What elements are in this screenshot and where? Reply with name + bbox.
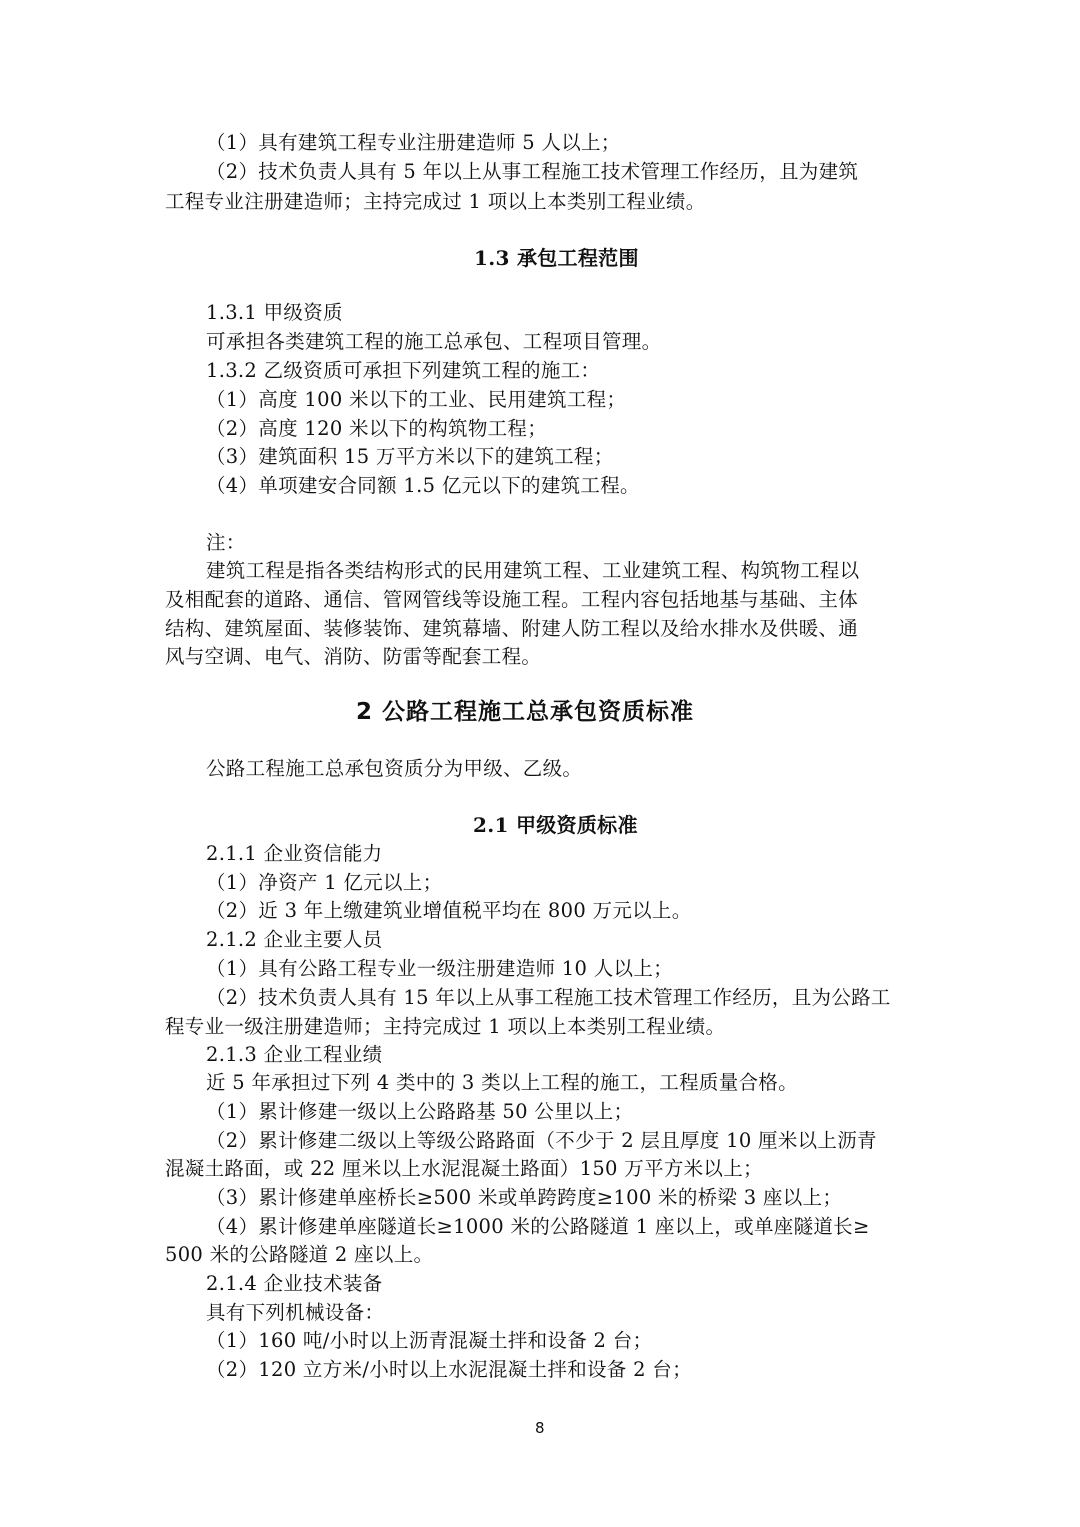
paragraph-line: 500 米的公路隧道 2 座以上。	[165, 1243, 434, 1266]
section-heading: 2.1 甲级资质标准	[473, 813, 638, 837]
list-item: （4）累计修建单座隧道长≥1000 米的公路隧道 1 座以上，或单座隧道长≥	[206, 1215, 870, 1238]
subsection-heading: 1.3.1 甲级资质	[206, 301, 343, 324]
paragraph-line: 风与空调、电气、消防、防雷等配套工程。	[165, 645, 542, 668]
subsection-heading: 1.3.2 乙级资质可承担下列建筑工程的施工：	[206, 359, 601, 382]
paragraph-line: 及相配套的道路、通信、管网管线等设施工程。工程内容包括地基与基础、主体	[165, 588, 859, 611]
note-label: 注：	[206, 531, 246, 554]
subsection-heading: 2.1.4 企业技术装备	[206, 1272, 383, 1295]
paragraph-line: （1）具有建筑工程专业注册建造师 5 人以上；	[206, 131, 621, 154]
paragraph-line: （2）技术负责人具有 5 年以上从事工程施工技术管理工作经历，且为建筑	[206, 160, 859, 183]
list-item: （1）160 吨/小时以上沥青混凝土拌和设备 2 台；	[206, 1329, 653, 1352]
paragraph-line: 可承担各类建筑工程的施工总承包、工程项目管理。	[206, 330, 662, 353]
chapter-heading: 2 公路工程施工总承包资质标准	[356, 699, 695, 725]
list-item: （1）累计修建一级以上公路路基 50 公里以上；	[206, 1100, 634, 1123]
list-item: （2）技术负责人具有 15 年以上从事工程施工技术管理工作经历，且为公路工	[206, 986, 891, 1009]
section-heading: 1.3 承包工程范围	[474, 246, 639, 270]
paragraph-line: 近 5 年承担过下列 4 类中的 3 类以上工程的施工，工程质量合格。	[206, 1071, 798, 1094]
page-number: 8	[535, 1419, 545, 1437]
list-item: （1）具有公路工程专业一级注册建造师 10 人以上；	[206, 957, 673, 980]
paragraph-line: 具有下列机械设备：	[206, 1301, 385, 1324]
subsection-heading: 2.1.2 企业主要人员	[206, 928, 383, 951]
paragraph-line: 公路工程施工总承包资质分为甲级、乙级。	[206, 757, 583, 780]
paragraph-line: 建筑工程是指各类结构形式的民用建筑工程、工业建筑工程、构筑物工程以	[206, 559, 860, 582]
subsection-heading: 2.1.3 企业工程业绩	[206, 1043, 383, 1066]
list-item: （3）建筑面积 15 万平方米以下的建筑工程；	[206, 445, 614, 468]
paragraph-line: 程专业一级注册建造师；主持完成过 1 项以上本类别工程业绩。	[165, 1015, 726, 1038]
list-item: （2）近 3 年上缴建筑业增值税平均在 800 万元以上。	[206, 899, 692, 922]
list-item: （3）累计修建单座桥长≥500 米或单跨跨度≥100 米的桥梁 3 座以上；	[206, 1186, 843, 1209]
list-item: （2）高度 120 米以下的构筑物工程；	[206, 417, 548, 440]
list-item: （2）累计修建二级以上等级公路路面（不少于 2 层且厚度 10 厘米以上沥青	[206, 1129, 877, 1152]
list-item: （1）高度 100 米以下的工业、民用建筑工程；	[206, 388, 627, 411]
subsection-heading: 2.1.1 企业资信能力	[206, 842, 383, 865]
list-item: （4）单项建安合同额 1.5 亿元以下的建筑工程。	[206, 474, 640, 497]
paragraph-line: 工程专业注册建造师；主持完成过 1 项以上本类别工程业绩。	[165, 190, 706, 213]
paragraph-line: 混凝土路面，或 22 厘米以上水泥混凝土路面）150 万平方米以上；	[165, 1157, 763, 1180]
paragraph-line: 结构、建筑屋面、装修装饰、建筑幕墙、附建人防工程以及给水排水及供暖、通	[165, 617, 859, 640]
list-item: （1）净资产 1 亿元以上；	[206, 871, 443, 894]
list-item: （2）120 立方米/小时以上水泥混凝土拌和设备 2 台；	[206, 1358, 692, 1381]
